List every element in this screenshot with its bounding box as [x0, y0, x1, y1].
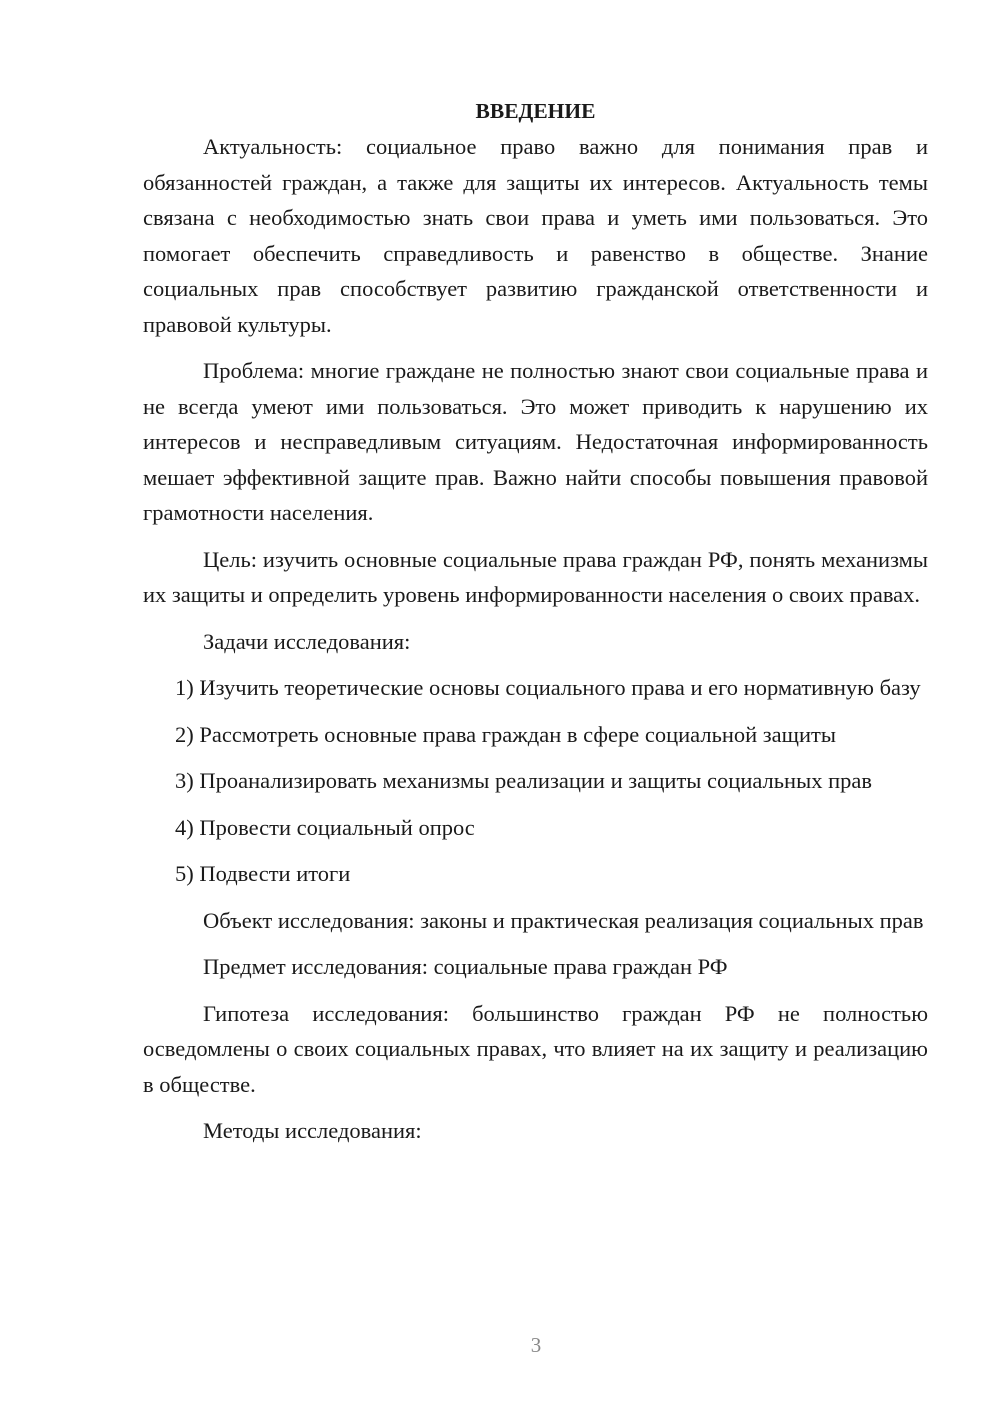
task-item-2: 2) Рассмотреть основные права граждан в сфере социальной защиты [175, 721, 836, 747]
section-heading: ВВЕДЕНИЕ [475, 99, 596, 123]
paragraph-subject: Предмет исследования: социальные права граждан РФ [203, 954, 728, 979]
paragraph-object: Объект исследования: законы и практическая реализация социальных прав [203, 907, 924, 933]
page-number: 3 [530, 1333, 542, 1357]
paragraph-goal: Цель: изучить основные социальные права граждан РФ, понять механизмы их защиты и определить уровень информированности населения о своих правах. [143, 546, 928, 607]
task-item-1: 1) Изучить теоретические основы социального права и его нормативную базу [175, 675, 921, 700]
paragraph-problem: Проблема: многие граждане не полностью знают свои социальные права и не всегда умеют ими пользоваться. Это может приводить к нарушению их интересов и несправедливым ситуациям. Недостаточная информированность мешает эффективной защите прав. Важно найти способы повышения правовой грамотности населения. [143, 358, 928, 525]
task-item-5: 5) Подвести итоги [175, 861, 351, 886]
paragraph-tasks-intro: Задачи исследования: [203, 628, 411, 654]
paragraph-relevance: Актуальность: социальное право важно для понимания прав и обязанностей граждан, а также для защиты их интересов. Актуальность темы связана с необходимостью знать свои права и уметь ими пользоваться. Это помогает обеспечить справедливость и равенство в обществе. Знание социальных прав способствует развитию гражданской ответственности и правовой культуры. [143, 134, 928, 337]
task-item-4: 4) Провести социальный опрос [175, 814, 475, 840]
task-item-3: 3) Проанализировать механизмы реализации и защиты социальных прав [175, 768, 872, 793]
document-body [143, 94, 928, 1149]
paragraph-methods: Методы исследования: [203, 1118, 422, 1143]
paragraph-hypothesis: Гипотеза исследования: большинство граждан РФ не полностью осведомлены о своих социальных правах, что влияет на их защиту и реализацию в обществе. [143, 1000, 928, 1097]
